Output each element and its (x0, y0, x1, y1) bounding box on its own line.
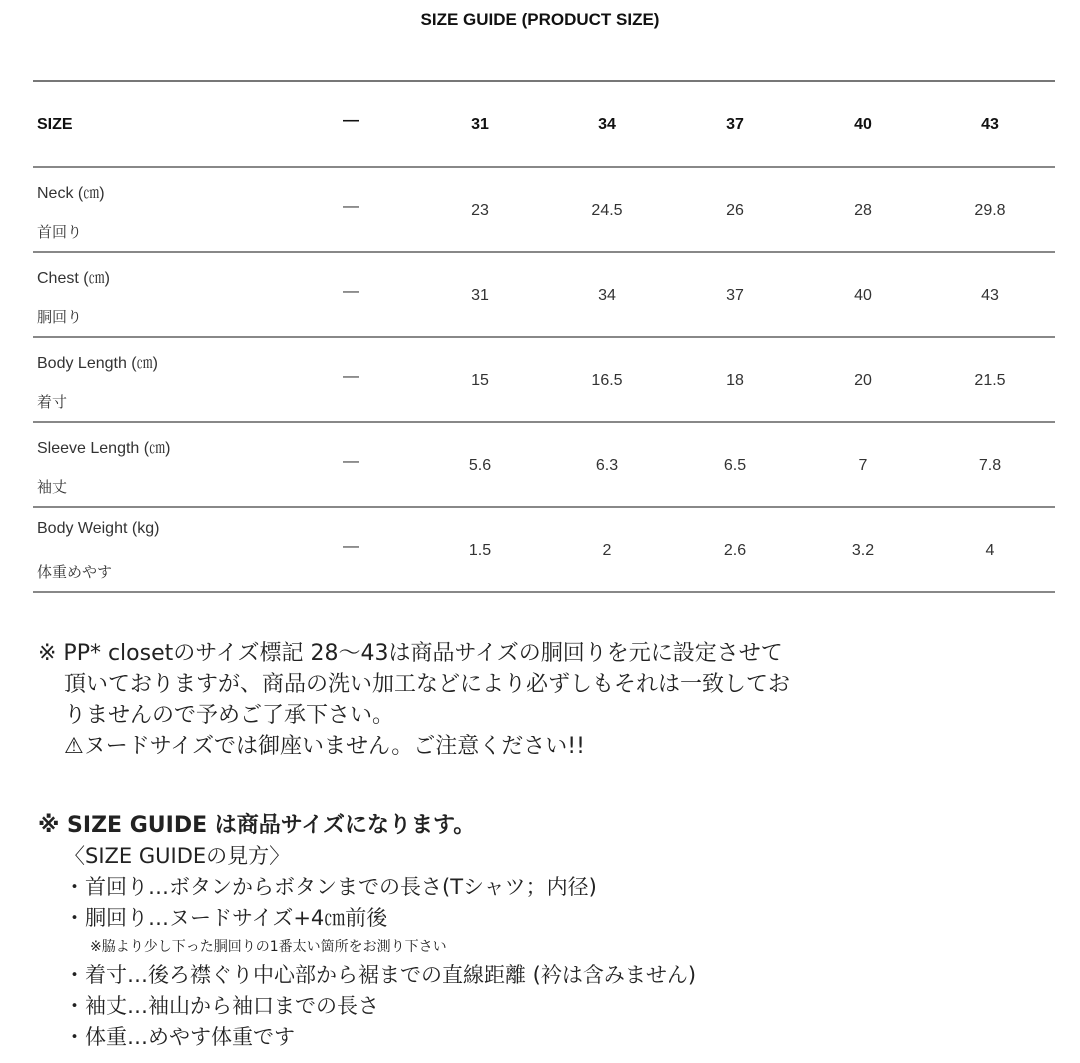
guide-item-chest: ・胴回り…ヌードサイズ+4㎝前後 (64, 906, 388, 930)
row-label-en: Body Weight (kg) (37, 520, 160, 537)
note-line: ※ PP* closetのサイズ標記 28〜43は商品サイズの胴回りを元に設定させて (38, 641, 783, 666)
table-cell: 37 (726, 287, 744, 304)
guide-item-chest-note: ※脇より少し下った胴回りの1番太い箇所をお測り下さい (90, 939, 447, 955)
table-cell: 26 (726, 202, 744, 219)
table-cell: 21.5 (974, 372, 1006, 389)
table-cell: 7.8 (978, 457, 1002, 474)
table-cell: 28 (854, 202, 872, 219)
table-cell: 6.3 (595, 457, 619, 474)
row-label-en: Chest (㎝) (37, 270, 110, 287)
table-row-chest (33, 253, 1055, 338)
size-header-31: 31 (471, 116, 489, 133)
size-header-34: 34 (598, 116, 616, 133)
size-header-37: 37 (726, 116, 744, 133)
row-dash: — (343, 538, 359, 555)
note-line: 頂いておりますが、商品の洗い加工などにより必ずしもそれは一致してお (64, 672, 791, 697)
table-cell: 31 (471, 287, 489, 304)
row-dash: — (343, 283, 359, 300)
guide-item-length: ・着寸…後ろ襟ぐり中心部から裾までの直線距離 (衿は含みません) (64, 963, 697, 987)
row-label-jp: 胴回り (37, 309, 83, 326)
table-cell: 34 (598, 287, 616, 304)
row-dash: — (343, 453, 359, 470)
table-cell: 4 (985, 542, 995, 559)
table-cell: 18 (726, 372, 744, 389)
row-label-jp: 体重めやす (37, 564, 113, 581)
table-cell: 43 (981, 287, 999, 304)
row-label-jp: 着寸 (37, 394, 68, 411)
guide-item-weight: ・体重…めやす体重です (64, 1025, 295, 1049)
size-header-label: SIZE (37, 116, 73, 133)
table-cell: 40 (854, 287, 872, 304)
table-cell: 16.5 (591, 372, 623, 389)
table-cell: 2 (602, 542, 612, 559)
page-title: SIZE GUIDE (PRODUCT SIZE) (420, 10, 660, 29)
table-header-row (33, 82, 1055, 168)
guide-item-neck: ・首回り…ボタンからボタンまでの長さ(Tシャツ；内径) (64, 875, 597, 899)
row-label-en: Sleeve Length (㎝) (37, 440, 171, 457)
table-cell: 6.5 (723, 457, 747, 474)
table-row-neck (33, 168, 1055, 253)
table-row-sleeve-length (33, 423, 1055, 508)
size-table (33, 80, 1055, 593)
size-header-40: 40 (854, 116, 872, 133)
size-guide-explanation (38, 810, 696, 1053)
note-line: りませんので予めご了承下さい。 (64, 703, 395, 728)
table-cell: 23 (471, 202, 489, 219)
table-cell: 5.6 (468, 457, 492, 474)
guide-item-sleeve: ・袖丈…袖山から袖口までの長さ (64, 994, 379, 1018)
row-label-en: Body Length (㎝) (37, 355, 158, 372)
size-notes (38, 638, 790, 762)
table-cell: 2.6 (723, 542, 747, 559)
table-cell: 7 (858, 457, 868, 474)
table-cell: 20 (854, 372, 872, 389)
table-row-body-length (33, 338, 1055, 423)
table-cell: 15 (471, 372, 489, 389)
size-header-43: 43 (981, 116, 999, 133)
table-row-body-weight (33, 508, 1055, 593)
table-cell: 3.2 (851, 542, 875, 559)
warning-note: ⚠ヌードサイズでは御座いません。ご注意ください!! (64, 734, 585, 759)
row-dash: — (343, 198, 359, 215)
table-cell: 24.5 (591, 202, 623, 219)
row-label-jp: 首回り (37, 224, 83, 241)
guide-subheading: 〈SIZE GUIDEの見方〉 (64, 844, 291, 868)
table-cell: 1.5 (468, 542, 492, 559)
row-dash: — (343, 368, 359, 385)
row-label-jp: 袖丈 (37, 479, 68, 496)
table-cell: 29.8 (974, 202, 1006, 219)
row-label-en: Neck (㎝) (37, 185, 105, 202)
guide-heading: ※ SIZE GUIDE は商品サイズになります。 (38, 813, 476, 838)
header-dash: — (343, 112, 359, 129)
